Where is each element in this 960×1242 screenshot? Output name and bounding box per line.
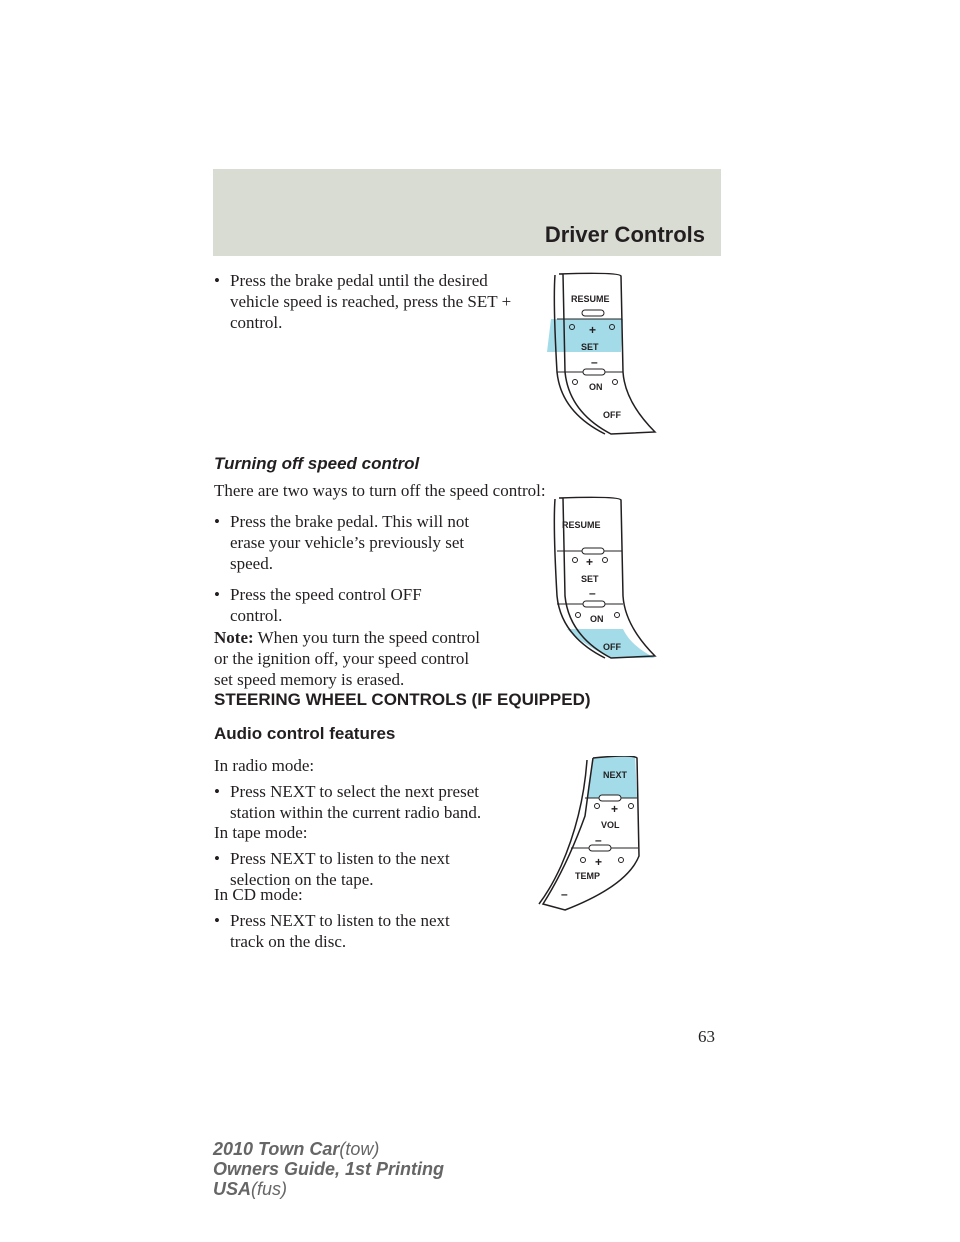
note-label: Note:	[214, 628, 254, 647]
bullet-dot: •	[214, 585, 220, 604]
plus-label: +	[589, 323, 597, 337]
next-label: NEXT	[603, 770, 628, 780]
off-label: OFF	[603, 642, 621, 652]
footer-region: USA	[213, 1179, 252, 1199]
footer-line-3	[213, 1179, 444, 1199]
on-label: ON	[590, 614, 604, 624]
list-item	[214, 910, 484, 952]
list-item	[214, 781, 484, 823]
audio-control-diagram	[537, 756, 647, 916]
header-band	[213, 169, 721, 256]
cd-mode-label: In CD mode:	[214, 885, 303, 904]
bullet-dot: •	[214, 911, 220, 930]
bullet-text: Press the speed control OFF control.	[230, 585, 422, 625]
turning-off-intro: There are two ways to turn off the speed control:	[214, 481, 546, 500]
list-item	[214, 584, 470, 626]
footer-model: 2010 Town Car	[213, 1139, 340, 1159]
bullet-dot: •	[214, 512, 220, 531]
minus-label: –	[591, 355, 598, 369]
off-label: OFF	[603, 410, 621, 420]
set-label: SET	[581, 574, 599, 584]
minus-label: –	[589, 586, 596, 600]
vol-label: VOL	[601, 820, 620, 830]
heading-audio-features: Audio control features	[214, 724, 396, 743]
radio-mode-label: In radio mode:	[214, 756, 315, 775]
bullet-dot: •	[214, 849, 220, 868]
temp-minus-label: –	[561, 887, 568, 901]
temp-plus-label: +	[595, 855, 603, 869]
bullet-text: Press NEXT to listen to the next selection on the tape.	[230, 849, 450, 889]
footer-line-1	[213, 1139, 444, 1159]
resume-label: RESUME	[571, 294, 610, 304]
tape-mode-label: In tape mode:	[214, 823, 308, 842]
heading-turning-off: Turning off speed control	[214, 454, 420, 473]
on-label: ON	[589, 382, 603, 392]
bullet-dot: •	[214, 271, 220, 290]
footer-line-2: Owners Guide, 1st Printing	[213, 1159, 445, 1179]
bullet-text: Press the brake pedal. This will not erase your vehicle’s previously set speed.	[230, 512, 470, 573]
list-item	[214, 270, 514, 333]
bullet-text: Press the brake pedal until the desired vehicle speed is reached, press the SET + control.	[230, 271, 512, 332]
speed-control-diagram-set	[545, 272, 665, 442]
note-text: When you turn the speed control or the ignition off, your speed control set speed memory is erased.	[214, 628, 480, 689]
vol-minus-label: –	[595, 833, 602, 847]
footer	[213, 1139, 444, 1199]
vol-plus-label: +	[611, 802, 619, 816]
note-paragraph	[214, 627, 484, 690]
bullet-dot: •	[214, 782, 220, 801]
bullet-text: Press NEXT to listen to the next track on the disc.	[230, 911, 450, 951]
footer-model-code: (tow)	[339, 1139, 380, 1159]
page-number: 63	[698, 1027, 715, 1046]
footer-region-code: (fus)	[251, 1179, 288, 1199]
temp-label: TEMP	[575, 871, 601, 881]
speed-control-diagram-off	[545, 496, 665, 666]
section-title: Driver Controls	[544, 222, 705, 247]
list-item	[214, 511, 470, 574]
bullet-text: Press NEXT to select the next preset station within the current radio band.	[230, 782, 482, 822]
heading-steering-controls: STEERING WHEEL CONTROLS (IF EQUIPPED)	[214, 690, 591, 709]
set-label: SET	[581, 342, 599, 352]
resume-label: RESUME	[562, 520, 601, 530]
plus-label: +	[586, 555, 594, 569]
